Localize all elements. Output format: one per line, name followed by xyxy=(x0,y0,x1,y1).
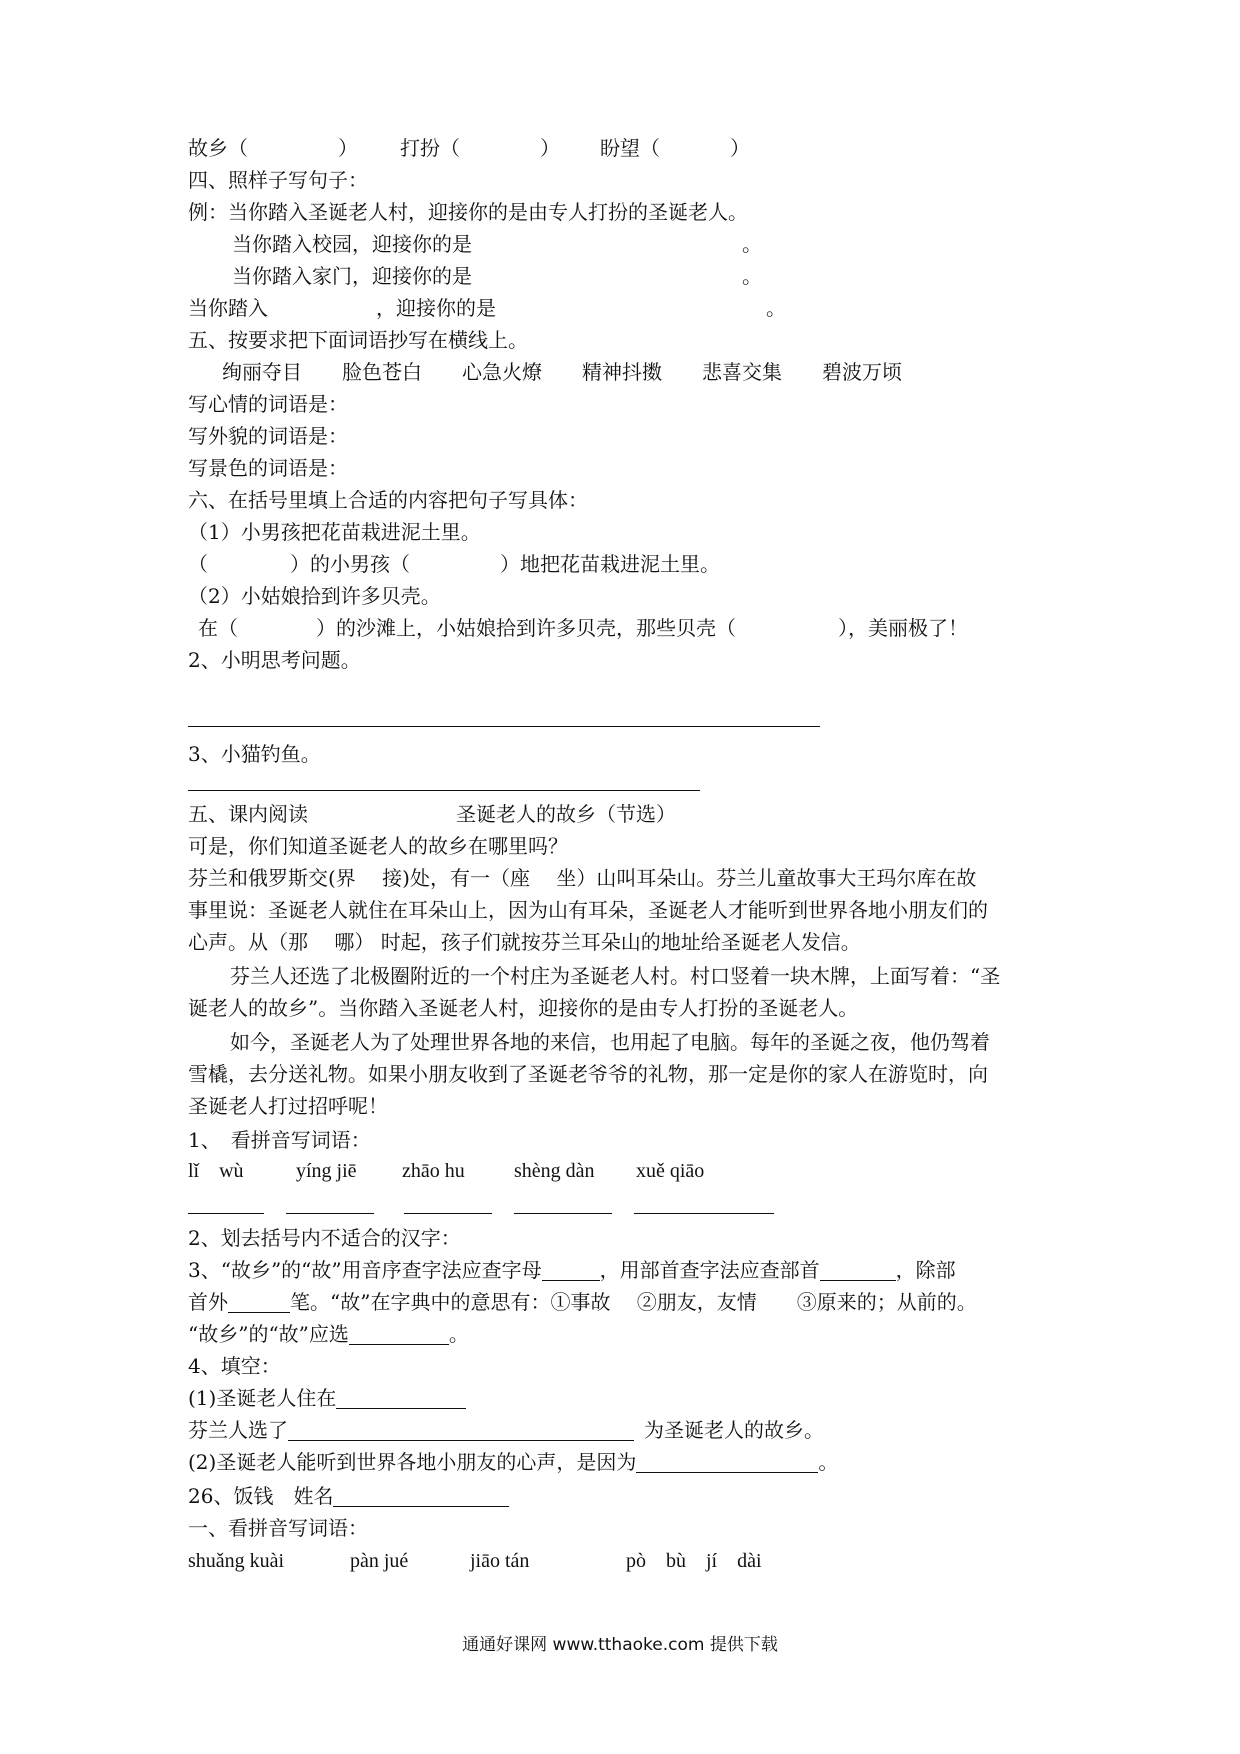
passage-line: 心声。从（那 哪） 时起，孩子们就按芬兰耳朵山的地址给圣诞老人发信。 xyxy=(188,930,861,954)
pinyin-item: zhāo hu xyxy=(402,1160,465,1182)
vocab-brackets-line: 故乡（ ） 打扮（ ） 盼望（ ） xyxy=(188,136,750,160)
section-6-heading: 六、在括号里填上合适的内容把句子写具体： xyxy=(188,488,588,512)
section-4-heading: 四、照样子写句子： xyxy=(188,168,368,192)
passage-line: 可是，你们知道圣诞老人的故乡在哪里吗？ xyxy=(188,834,568,858)
passage-line: 事里说：圣诞老人就住在耳朵山上，因为山有耳朵，圣诞老人才能听到世界各地小朋友们的 xyxy=(188,898,988,922)
question-3-line: 首外 笔。“故”在字典中的意思有：①事故 ②朋友，友情 ③原来的；从前的。 xyxy=(188,1290,977,1314)
lesson-26-question-1: 一、看拼音写词语： xyxy=(188,1516,368,1540)
sentence-prompt-home: 当你踏入家门，迎接你的是 。 xyxy=(232,264,762,288)
question-4-line: (2)圣诞老人能听到世界各地小朋友的心声，是因为 。 xyxy=(188,1450,839,1474)
word-item: 悲喜交集 xyxy=(702,360,782,384)
pinyin-item: lǐ wù xyxy=(188,1160,244,1182)
answer-blank xyxy=(634,1213,774,1214)
pinyin-item: jiāo tán xyxy=(470,1550,530,1572)
answer-rule xyxy=(188,726,820,727)
question-2-heading: 2、划去括号内不适合的汉字： xyxy=(188,1226,461,1250)
pinyin-item: pò bù jí dài xyxy=(626,1550,762,1572)
item-1-sentence: （1）小男孩把花苗栽进泥土里。 xyxy=(188,520,481,544)
passage-line: 诞老人的故乡”。当你踏入圣诞老人村，迎接你的是由专人打扮的圣诞老人。 xyxy=(188,996,859,1020)
question-4-line: (1)圣诞老人住在 xyxy=(188,1382,466,1414)
word-item: 碧波万顷 xyxy=(822,360,902,384)
question-1-heading: 1、 看拼音写词语： xyxy=(188,1128,371,1152)
question-4-heading: 4、填空： xyxy=(188,1354,281,1378)
reading-heading: 五、课内阅读 圣诞老人的故乡（节选） xyxy=(188,798,676,830)
passage-line: 如今，圣诞老人为了处理世界各地的来信，也用起了电脑。每年的圣诞之夜，他仍驾着 xyxy=(230,1030,990,1054)
word-list xyxy=(222,356,902,388)
word-item: 绚丽夺目 xyxy=(222,360,302,384)
passage-line: 圣诞老人打过招呼呢！ xyxy=(188,1094,388,1118)
example-sentence: 例：当你踏入圣诞老人村，迎接你的是由专人打扮的圣诞老人。 xyxy=(188,200,748,224)
passage-line: 芬兰和俄罗斯交(界 接)处，有一（座 坐）山叫耳朵山。芬兰儿童故事大王玛尔库在故 xyxy=(188,866,977,890)
word-item: 精神抖擞 xyxy=(582,360,662,384)
sentence-prompt-school: 当你踏入校园，迎接你的是 。 xyxy=(232,232,762,256)
pinyin-item: yíng jiē xyxy=(296,1160,357,1182)
page-footer: 通通好课网 www.tthaoke.com 提供下载 xyxy=(462,1635,778,1655)
reading-title: 圣诞老人的故乡（节选） xyxy=(456,802,676,826)
word-item: 心急火燎 xyxy=(462,360,542,384)
answer-rule xyxy=(188,790,700,791)
item-4-sentence: 3、小猫钓鱼。 xyxy=(188,742,321,766)
scenery-words-label: 写景色的词语是： xyxy=(188,456,348,480)
answer-blank xyxy=(286,1213,374,1214)
question-3-line: “故乡”的“故”应选 。 xyxy=(188,1322,469,1346)
item-3-sentence: 2、小明思考问题。 xyxy=(188,648,361,672)
passage-line: 芬兰人还选了北极圈附近的一个村庄为圣诞老人村。村口竖着一块木牌，上面写着：“圣 xyxy=(230,964,1001,988)
answer-blank xyxy=(404,1213,492,1214)
answer-blank xyxy=(514,1213,612,1214)
pinyin-item: shèng dàn xyxy=(514,1160,595,1182)
section-5-heading: 五、按要求把下面词语抄写在横线上。 xyxy=(188,328,528,352)
item-1-fill-line: （ ）的小男孩（ ）地把花苗栽进泥土里。 xyxy=(188,552,720,576)
pinyin-item: xuě qiāo xyxy=(636,1160,705,1182)
word-item: 脸色苍白 xyxy=(342,360,422,384)
lesson-26-heading: 26、饭钱 姓名 xyxy=(188,1480,509,1512)
sentence-prompt-free: 当你踏入 ，迎接你的是 。 xyxy=(188,296,786,320)
pinyin-item: pàn jué xyxy=(350,1550,409,1572)
appearance-words-label: 写外貌的词语是： xyxy=(188,424,348,448)
answer-blank xyxy=(188,1213,264,1214)
question-3-line: 3、“故乡”的“故”用音序查字法应查字母 ，用部首查字法应查部首 ，除部 xyxy=(188,1258,956,1282)
item-2-sentence: （2）小姑娘拾到许多贝壳。 xyxy=(188,584,441,608)
passage-line: 雪橇，去分送礼物。如果小朋友收到了圣诞老爷爷的礼物，那一定是你的家人在游览时，向 xyxy=(188,1062,988,1086)
mood-words-label: 写心情的词语是： xyxy=(188,392,348,416)
question-4-line: 芬兰人选了 为圣诞老人的故乡。 xyxy=(188,1418,824,1442)
pinyin-item: shuǎng kuài xyxy=(188,1550,285,1572)
item-2-fill-line: 在（ ）的沙滩上，小姑娘拾到许多贝壳，那些贝壳（ ），美丽极了！ xyxy=(198,616,968,640)
